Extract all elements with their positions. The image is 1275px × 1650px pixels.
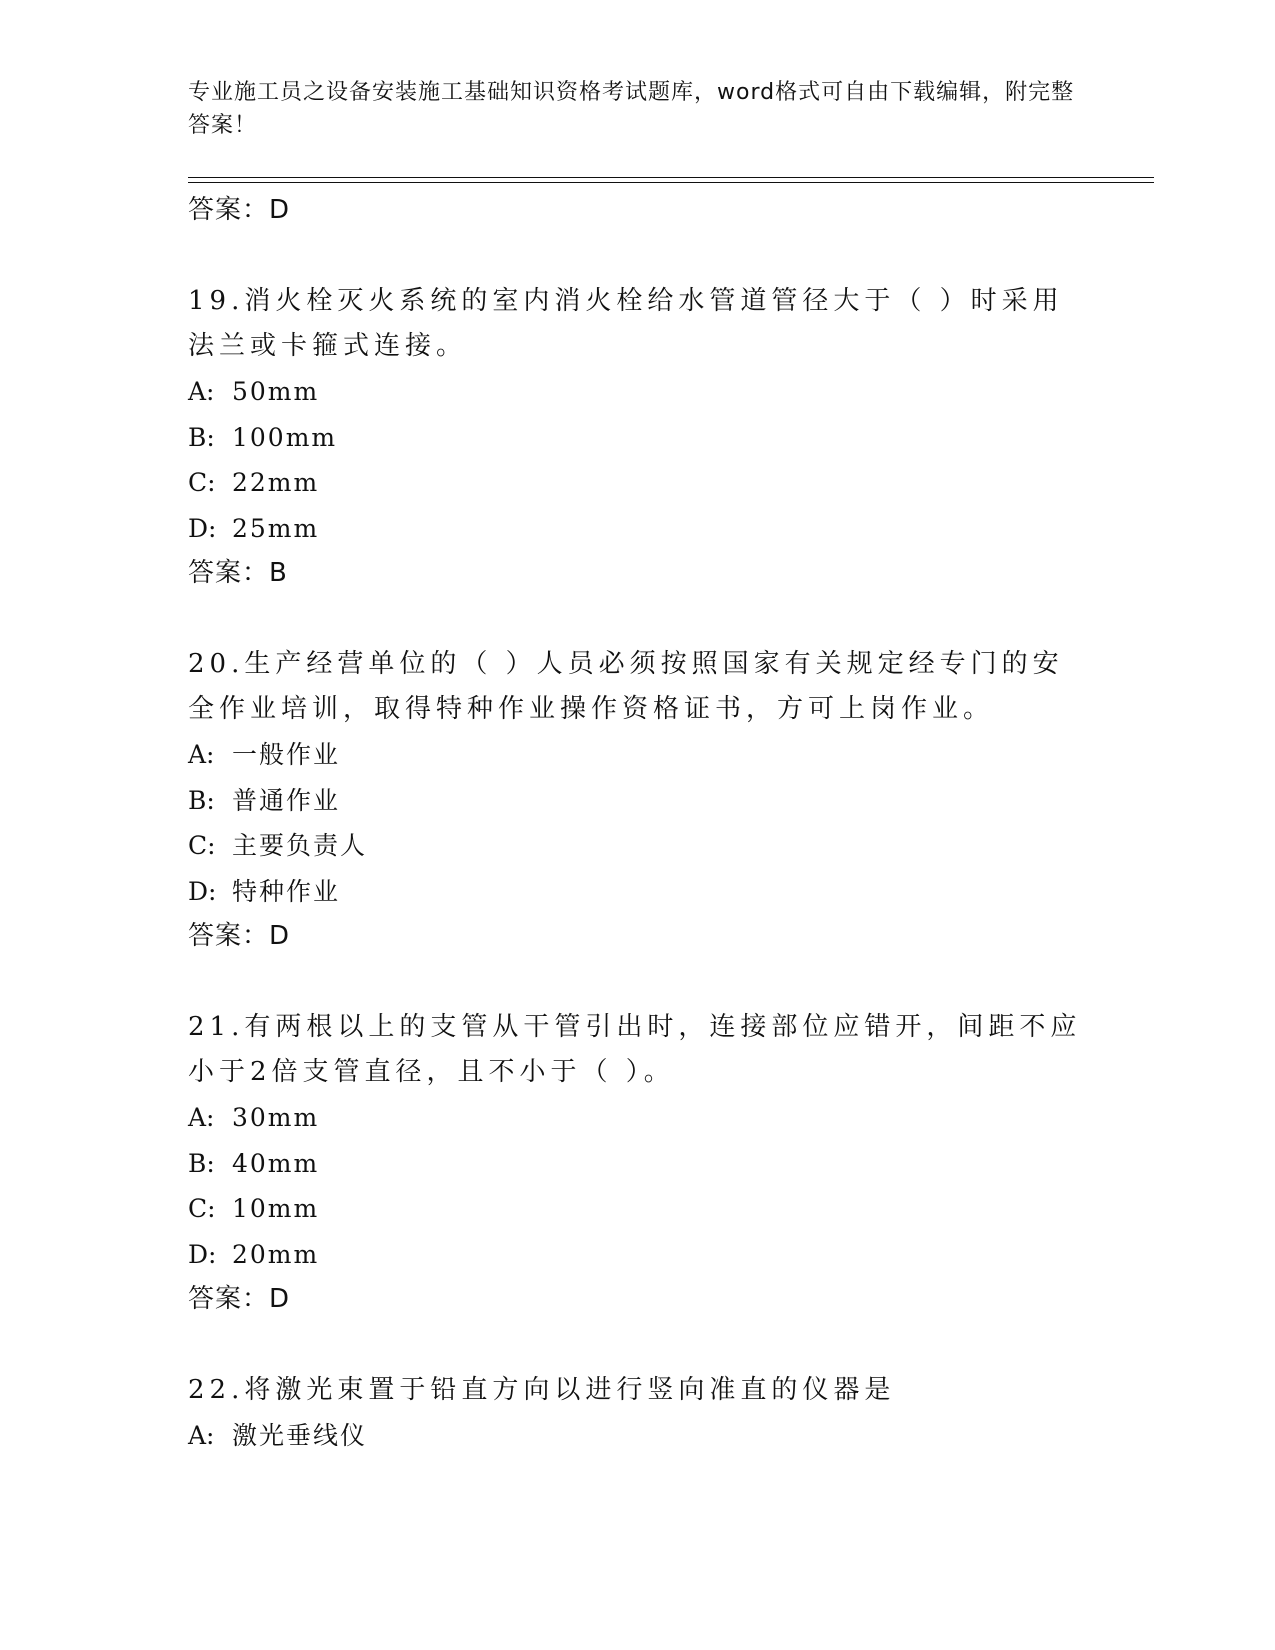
option-c [188, 460, 1088, 506]
header-divider-top [188, 177, 1154, 178]
option-text: 100mm [232, 422, 338, 452]
option-label: B: [188, 785, 215, 815]
option-a [188, 732, 1088, 778]
option-label: A: [188, 377, 215, 406]
option-text: 20mm [232, 1239, 320, 1269]
option-d [188, 869, 1088, 915]
option-label: D: [188, 876, 217, 906]
option-label: A: [188, 1421, 215, 1450]
option-text: 激光垂线仪 [232, 1421, 368, 1450]
question-20 [188, 642, 1088, 958]
option-a [188, 1095, 1088, 1141]
question-list [188, 188, 1088, 1459]
option-c [188, 1186, 1088, 1232]
option-a [188, 369, 1088, 415]
question-text: 20.生产经营单位的（ ）人员必须按照国家有关规定经专门的安全作业培训，取得特种作业操作资格证书，方可上岗作业。 [188, 649, 1064, 724]
option-label: A: [188, 740, 215, 769]
option-text: 特种作业 [232, 876, 341, 906]
option-a [188, 1413, 1088, 1459]
option-label: D: [188, 1239, 217, 1269]
option-text: 22mm [232, 468, 320, 497]
option-text: 10mm [232, 1194, 320, 1223]
option-d [188, 506, 1088, 552]
option-b [188, 778, 1088, 824]
option-label: C: [188, 468, 216, 497]
option-label: B: [188, 422, 215, 452]
document-header: 专业施工员之设备安装施工基础知识资格考试题库，word格式可自由下载编辑，附完整答案！ [188, 80, 1075, 138]
answer-line: 答案：D [188, 1284, 291, 1314]
answer-line: 答案：B [188, 558, 288, 588]
option-label: C: [188, 831, 216, 860]
option-text: 50mm [232, 377, 320, 406]
option-label: A: [188, 1103, 215, 1132]
option-label: D: [188, 513, 217, 543]
option-c [188, 823, 1088, 869]
question-text: 22.将激光束置于铅直方向以进行竖向准直的仪器是 [188, 1375, 896, 1405]
option-text: 25mm [232, 513, 320, 543]
option-d [188, 1232, 1088, 1278]
option-text: 30mm [232, 1103, 320, 1132]
question-19 [188, 279, 1088, 595]
option-b [188, 1141, 1088, 1187]
answer-line: 答案：D [188, 195, 291, 225]
answer-line: 答案：D [188, 921, 291, 951]
option-text: 主要负责人 [232, 831, 368, 860]
option-text: 40mm [232, 1148, 320, 1178]
option-label: B: [188, 1148, 215, 1178]
question-21 [188, 1005, 1088, 1321]
option-label: C: [188, 1194, 216, 1223]
option-b [188, 415, 1088, 461]
header-divider-bottom [188, 182, 1154, 183]
option-text: 普通作业 [232, 785, 341, 815]
question-text: 21.有两根以上的支管从干管引出时，连接部位应错开，间距不应小于2倍支管直径，且不小于（ ）。 [188, 1012, 1082, 1087]
option-text: 一般作业 [232, 740, 341, 769]
question-text: 19.消火栓灭火系统的室内消火栓给水管道管径大于（ ）时采用法兰或卡箍式连接。 [188, 286, 1064, 361]
question-22 [188, 1368, 1088, 1459]
